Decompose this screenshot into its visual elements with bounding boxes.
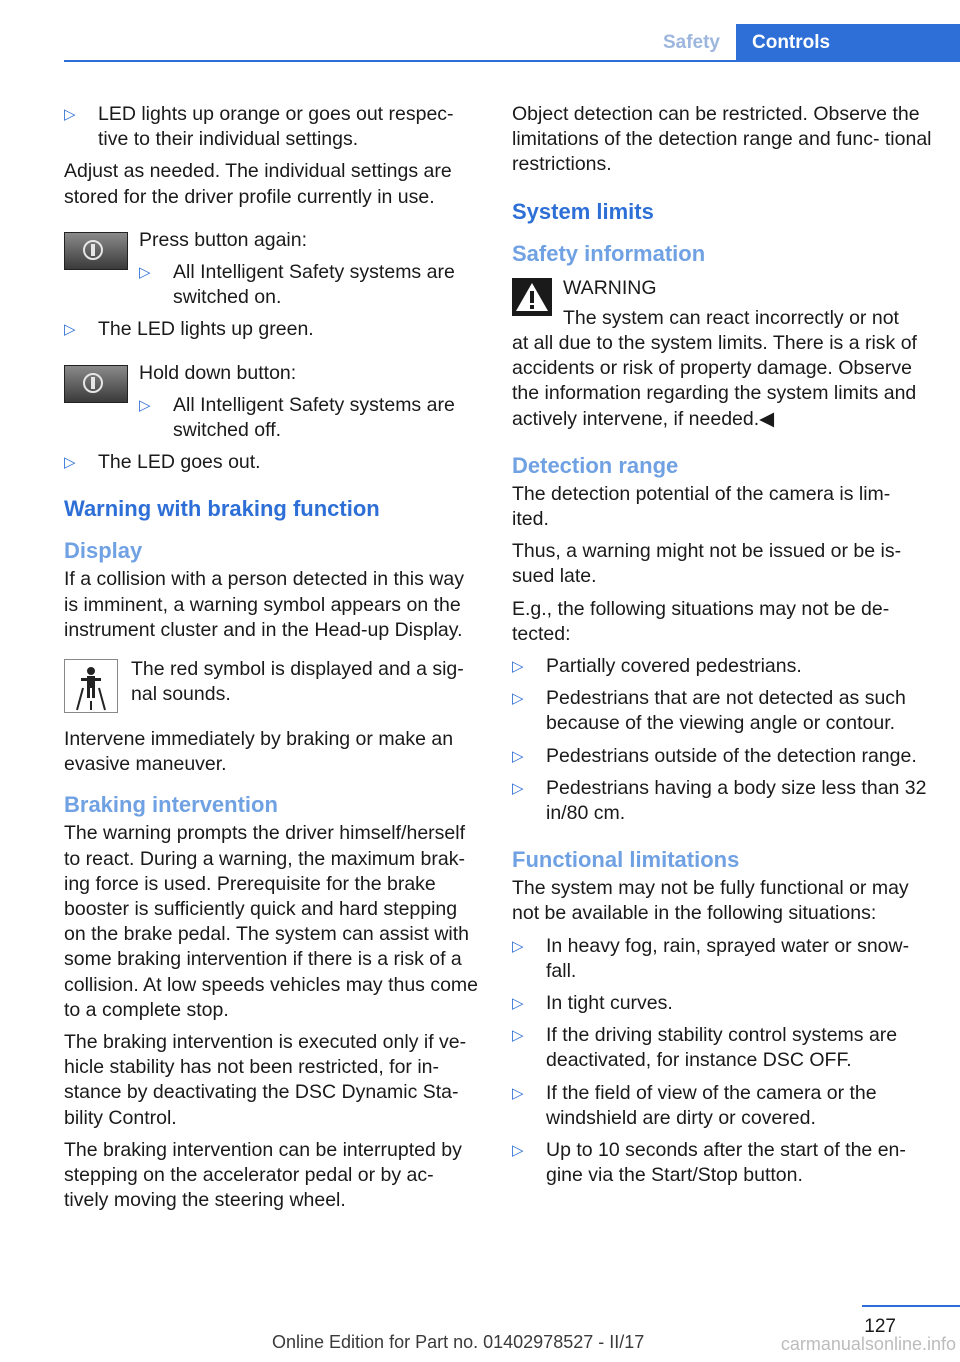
list-item-text: In tight curves. <box>546 992 673 1015</box>
list-item-text: All Intelligent Safety systems are switched off. <box>173 393 455 442</box>
heading-display: Display <box>64 538 143 564</box>
list-item <box>64 450 480 475</box>
paragraph-functional: The system may not be fully functional or may not be available in the following situations: <box>512 877 909 925</box>
list-item-text: Partially covered pedestrians. <box>546 655 802 678</box>
left-column <box>64 102 480 1221</box>
watermark: carmanualsonline.info <box>780 1334 956 1354</box>
list-item-text: Pedestrians having a body size less than 32 in/80 cm. <box>546 776 927 825</box>
heading-safety-information: Safety information <box>512 240 706 266</box>
paragraph-braking-2: The braking intervention is executed only if ve- hicle stability has not been restricted, for in- stance by deactivating the DSC Dynamic Sta- bility Control. <box>64 1031 467 1129</box>
list-item <box>512 991 932 1016</box>
intelligent-safety-button-icon <box>64 232 128 270</box>
list-item-text: If the field of view of the camera or the windshield are dirty or covered. <box>546 1081 877 1129</box>
list-item-text: Pedestrians outside of the detection range. <box>546 744 917 767</box>
triangle-bullet-icon: ▷ <box>512 690 524 708</box>
list-item <box>64 317 480 342</box>
list-item <box>512 686 932 736</box>
warning-triangle-icon <box>512 278 552 316</box>
list-item <box>512 1023 932 1073</box>
hold-down-text: Hold down button: <box>139 361 297 384</box>
triangle-bullet-icon: ▷ <box>64 321 76 339</box>
heading-braking-intervention: Braking intervention <box>64 792 278 818</box>
footer-rule <box>862 1305 960 1307</box>
triangle-bullet-icon: ▷ <box>512 995 524 1013</box>
list-item-text: The LED goes out. <box>98 451 261 474</box>
paragraph-detection-1: The detection potential of the camera is lim- ited. <box>512 482 891 531</box>
list-item <box>64 102 480 152</box>
list-item <box>512 744 932 769</box>
list-item <box>512 934 932 984</box>
paragraph-object-detection: Object detection can be restricted. Observe the limitations of the detection range and func- tional restrictions. <box>512 103 932 176</box>
paragraph-adjust: Adjust as needed. The individual settings are stored for the driver profile currently in use. <box>64 160 452 208</box>
list-item-text: If the driving stability control systems are deactivated, for instance DSC OFF. <box>546 1024 898 1072</box>
list-item <box>512 1081 932 1131</box>
list-item-text: LED lights up orange or goes out respec- tive to their individual settings. <box>98 103 454 151</box>
list-item <box>512 776 932 826</box>
triangle-bullet-icon: ▷ <box>512 779 524 797</box>
red-symbol-text: The red symbol is displayed and a sig- nal sounds. <box>131 658 464 706</box>
triangle-bullet-icon: ▷ <box>512 747 524 765</box>
list-item-text: The LED lights up green. <box>98 318 314 341</box>
triangle-bullet-icon: ▷ <box>512 937 524 955</box>
triangle-bullet-icon: ▷ <box>512 658 524 676</box>
paragraph-intervene: Intervene immediately by braking or make an evasive maneuver. <box>64 728 454 776</box>
header-section-safety: Safety <box>662 32 720 53</box>
heading-functional-limitations: Functional limitations <box>512 847 740 873</box>
paragraph-detection-3: E.g., the following situations may not be de- tected: <box>512 597 890 645</box>
warning-text: at all due to the system limits. There is a risk of accidents or risk of property damage. Observe the information regarding the system limits and actively intervene, if needed.◀ <box>512 332 917 430</box>
triangle-bullet-icon: ▷ <box>512 1142 524 1160</box>
press-again-text: Press button again: <box>139 228 308 251</box>
button-instruction-off <box>64 361 480 444</box>
warning-label: WARNING <box>563 276 657 299</box>
paragraph-braking-3: The braking intervention can be interrupted by stepping on the accelerator pedal or by ac- tively moving the steering wheel. <box>64 1138 462 1212</box>
list-item-text: Pedestrians that are not detected as such because of the viewing angle or contour. <box>546 687 906 735</box>
pedestrian-symbol-row <box>64 657 480 719</box>
list-item-text: In heavy fog, rain, sprayed water or snow- fall. <box>546 934 910 982</box>
list-item-text: All Intelligent Safety systems are switched on. <box>173 261 455 309</box>
triangle-bullet-icon: ▷ <box>512 1027 524 1045</box>
right-column <box>512 102 932 1196</box>
paragraph-braking-1: The warning prompts the driver himself/herself to react. During a warning, the maximum brak- ing force is used. Prerequisite for the brake booster is sufficiently quick and hard stepping on the brake pedal. The system can assist with some braking intervention if there is a risk of a collision. At low speeds vehicles may thus come to a complete stop. <box>64 822 479 1021</box>
list-item <box>512 654 932 679</box>
header-rule <box>64 60 960 62</box>
triangle-bullet-icon: ▷ <box>512 1084 524 1102</box>
paragraph-display: If a collision with a person detected in this way is imminent, a warning symbol appears on the instrument cluster and in the Head-up Display. <box>64 568 464 641</box>
heading-warning-braking: Warning with braking function <box>64 496 380 522</box>
triangle-bullet-icon: ▷ <box>139 264 151 282</box>
pedestrian-warning-icon <box>64 659 118 713</box>
heading-system-limits: System limits <box>512 198 654 224</box>
intelligent-safety-button-icon <box>64 365 128 403</box>
triangle-bullet-icon: ▷ <box>64 454 76 472</box>
list-item <box>139 260 480 310</box>
header-chapter-controls: Controls <box>736 24 960 62</box>
edition-footer: Online Edition for Part no. 01402978527 - II/17 <box>272 1332 645 1352</box>
warning-block <box>512 276 932 432</box>
paragraph-detection-2: Thus, a warning might not be issued or be is- sued late. <box>512 540 902 588</box>
list-item-text: Up to 10 seconds after the start of the en- gine via the Start/Stop button. <box>546 1139 906 1187</box>
page-header <box>0 24 960 62</box>
page-number: 127 <box>864 1316 896 1337</box>
triangle-bullet-icon: ▷ <box>64 106 76 123</box>
button-instruction-on <box>64 228 480 311</box>
triangle-bullet-icon: ▷ <box>139 396 151 414</box>
heading-detection-range: Detection range <box>512 452 679 478</box>
list-item <box>139 393 480 443</box>
list-item <box>512 1138 932 1188</box>
warning-text-first-line: The system can react incorrectly or not <box>563 306 899 329</box>
